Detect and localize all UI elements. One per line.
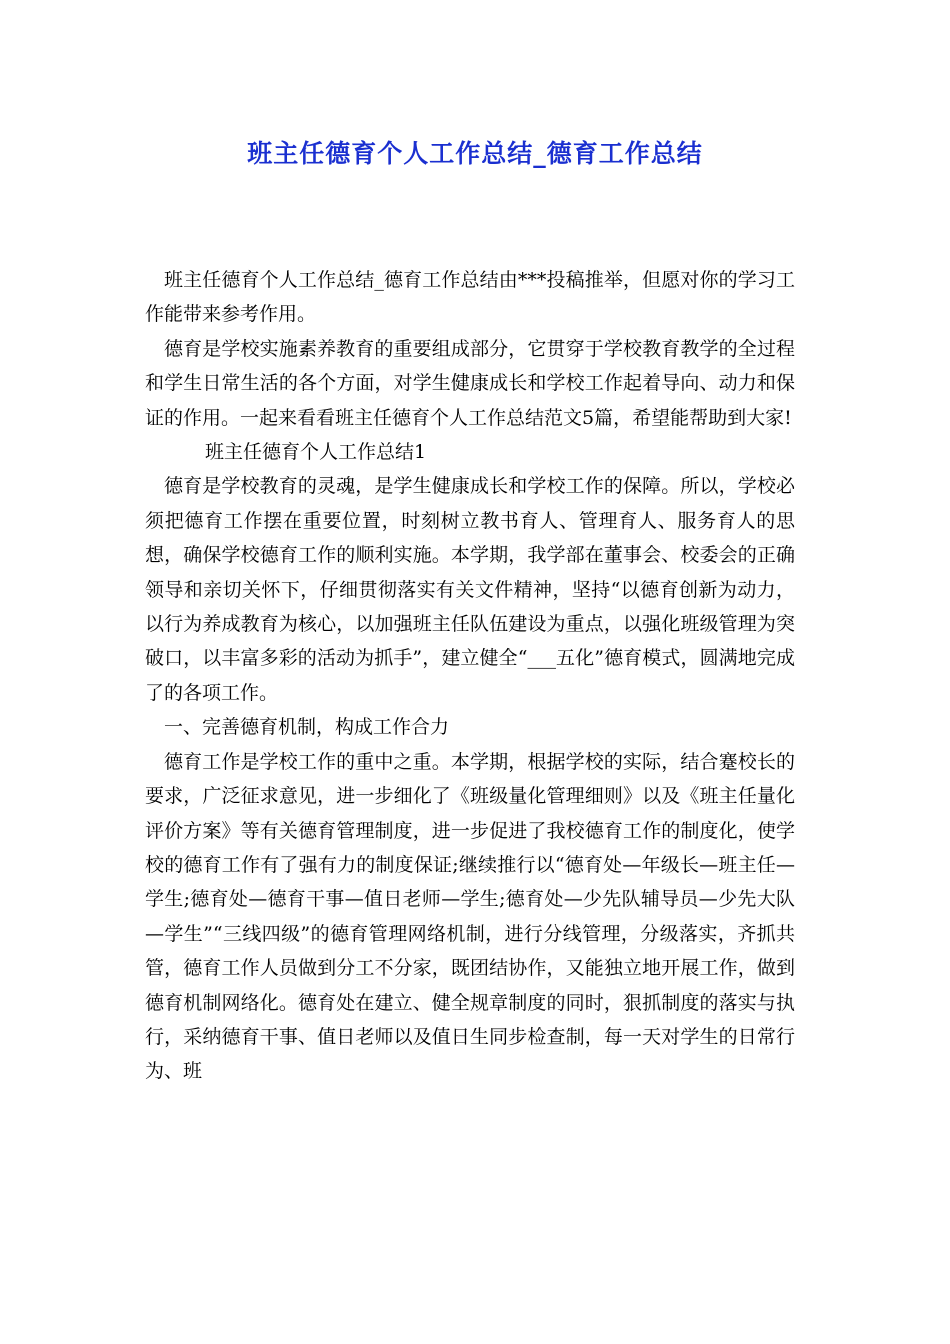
intro-paragraph: 班主任德育个人工作总结_德育工作总结由***投稿推举，但愿对你的学习工作能带来参考作用。 [145,269,795,326]
body-paragraph-2: 德育工作是学校工作的重中之重。本学期，根据学校的实际，结合蹇校长的要求，广泛征求意见，进一步细化了《班级量化管理细则》以及《班主任量化评价方案》等有关德育管理制度，进一步促进了我校德育工作的制度化，使学校的德育工作有了强有力的制度保证;继续推行以“德育处—年级长—班主任—学生;德育处—德育干事—值日老师—学生;德育处—少先队辅导员—少先大队—学生”“三线四级”的德育管理网络机制，进行分线管理，分级落实，齐抓共管，德育工作人员做到分工不分家，既团结协作，又能独立地开展工作，做到德育机制网络化。德育处在建立、健全规章制度的同时，狠抓制度的落实与执行，采纳德育干事、值日老师以及值日生同步检查制，每一天对学生的日常行为、班 [145,750,795,1083]
overview-paragraph: 德育是学校实施素养教育的重要组成部分，它贯穿于学校教育教学的全过程和学生日常生活的各个方面，对学生健康成长和学校工作起着导向、动力和保证的作用。一起来看看班主任德育个人工作总结范文5篇，希望能帮助到大家! [145,337,795,429]
subsection-heading-1: 一、完善德育机制，构成工作合力 [164,716,450,739]
document-title: 班主任德育个人工作总结_德育工作总结 [247,139,703,168]
document-body [145,263,795,1089]
section-heading-1: 班主任德育个人工作总结1 [205,441,427,464]
body-paragraph-1: 德育是学校教育的灵魂，是学生健康成长和学校工作的保障。所以，学校必须把德育工作摆在重要位置，时刻树立教书育人、管理育人、服务育人的思想，确保学校德育工作的顺利实施。本学期，我学部在董事会、校委会的正确领导和亲切关怀下，仔细贯彻落实有关文件精神，坚持“以德育创新为动力，以行为养成教育为核心，以加强班主任队伍建设为重点，以强化班级管理为突破口，以丰富多彩的活动为抓手”，建立健全“___五化”德育模式，圆满地完成了的各项工作。 [145,475,795,704]
